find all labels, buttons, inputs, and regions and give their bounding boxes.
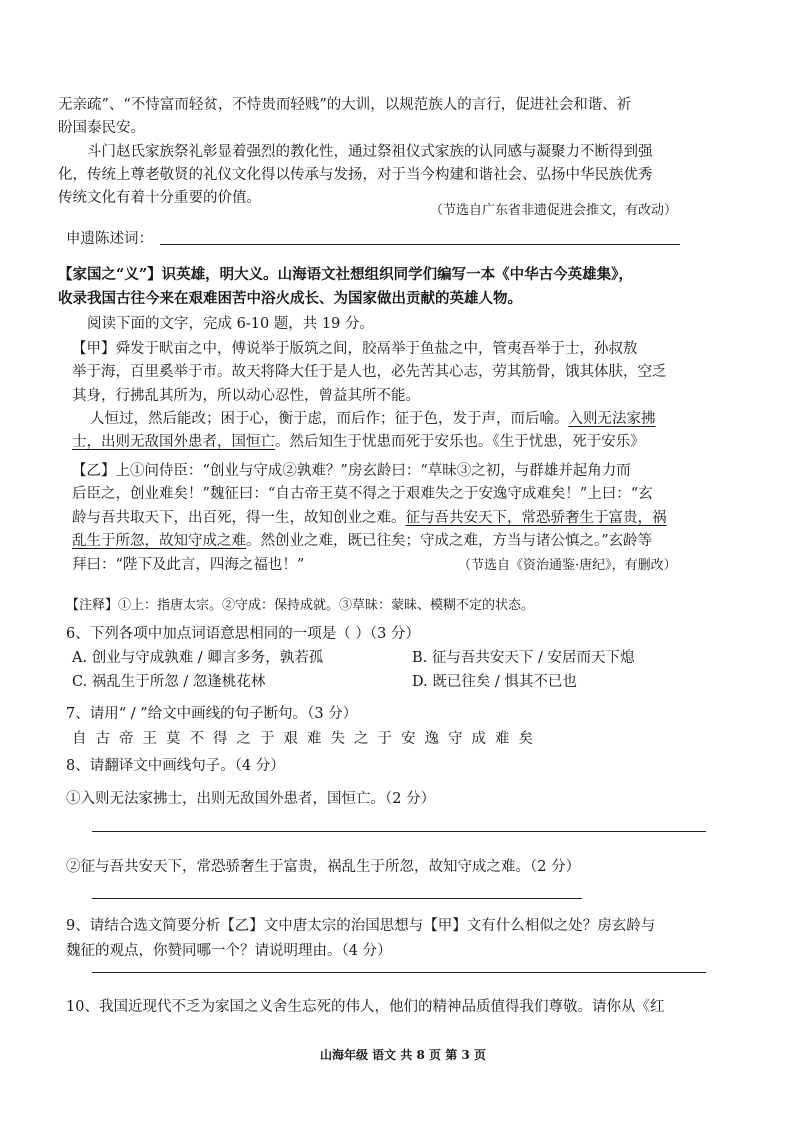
jia-line-3: 其身，行拂乱其所为，所以动心忍性，曾益其所不能。 — [72, 388, 420, 404]
intro-line-2: 盼国泰民安。 — [58, 120, 145, 136]
q8-answer-line-1[interactable] — [92, 831, 706, 832]
jia-line-1: 【甲】舜发于畎亩之中，傅说举于版筑之间，胶鬲举于鱼盐之中，管夷吾举于士，孙叔敖 — [72, 341, 638, 357]
q8-sentence-1: ①入则无法家拂士，出则无敌国外患者，国恒亡。（2 分） — [66, 791, 436, 807]
jia-line-5 — [72, 432, 645, 452]
jia-line-4-text: 人恒过，然后能改；困于心，衡于虑，而后作；征于色，发于声，而后喻。 — [90, 411, 569, 427]
reading-instruction: 阅读下面的文字，完成 6-10 题，共 19 分。 — [87, 316, 374, 332]
q6-option-a[interactable]: A. 创业与守成孰难 / 卿言多务，孰若孤 — [72, 650, 324, 666]
jia-line-4 — [90, 409, 656, 429]
section-title-line-2: 收录我国古往今来在艰难困苦中浴火成长、为国家做出贡献的英雄人物。 — [58, 290, 522, 307]
intro-line-1: 无亲疏”、“不恃富而轻贫，不恃贵而轻贱”的大训，以规范族人的言行，促进社会和谐、祈 — [58, 97, 632, 113]
yi-line-3-text: 龄与吾共取天下，出百死，得一生，故知创业之难。 — [72, 510, 406, 526]
q8-sentence-2: ②征与吾共安天下，常恐骄奢生于富贵，祸乱生于所忽，故知守成之难。（2 分） — [66, 859, 581, 875]
yi-line-5: 拜曰：“陛下及此言，四海之福也！” — [72, 557, 305, 573]
q9-line-1: 9、请结合选文简要分析【乙】文中唐太宗的治国思想与【甲】文有什么相似之处？房玄龄与 — [66, 918, 656, 934]
page-footer: 山海年级 语文 共 8 页 第 3 页 — [320, 1048, 486, 1062]
yi-underlined-sentence-part-2: 乱生于所忽，故知守成之难 — [72, 533, 246, 549]
yi-line-2: 后臣之，创业难矣！”魏征曰：“自古帝王莫不得之于艰难失之于安逸守成难矣！”上曰：“玄 — [72, 486, 653, 502]
jia-line-5-text: 。然后知生于忧患而死于安乐也。《生于忧患，死于安乐》 — [275, 434, 645, 450]
q6-option-c[interactable]: C. 祸乱生于所忽 / 忽逢桃花林 — [72, 674, 266, 690]
q7-stem: 7、请用“ / ”给文中画线的句子断句。（3 分） — [66, 706, 358, 722]
yi-line-4-text: 。然创业之难，既已往矣；守成之难，方当与诸公慎之。”玄龄等 — [246, 533, 653, 549]
q8-answer-line-2[interactable] — [92, 898, 582, 899]
q7-sentence[interactable]: 自古帝王莫不得之于艰难失之于安逸守成难矣 — [72, 731, 542, 747]
yi-source: （节选自《资治通鉴·唐纪》，有删改） — [458, 558, 677, 573]
intro-line-3: 斗门赵氏家族祭礼彰显着强烈的教化性，通过祭祖仪式家族的认同感与凝聚力不断得到强 — [87, 144, 653, 160]
q9-line-2: 魏征的观点，你赞同哪一个？请说明理由。（4 分） — [66, 943, 392, 959]
statement-label: 申遗陈述词： — [66, 231, 153, 247]
yi-line-1: 【乙】上①问侍臣：“创业与守成②孰难？”房玄龄曰：“草昧③之初，与群雄并起角力而 — [72, 463, 631, 479]
intro-line-4: 化，传统上尊老敬贤的礼仪文化得以传承与发扬，对于当今构建和谐社会、弘扬中华民族优秀 — [58, 167, 653, 183]
q8-stem: 8、请翻译文中画线句子。（4 分） — [66, 758, 285, 774]
q6-stem: 6、下列各项中加点词语意思相同的一项是（ ）（3 分） — [66, 626, 420, 642]
yi-underlined-sentence-part-1: 征与吾共安天下，常恐骄奢生于富贵，祸 — [405, 510, 667, 526]
yi-line-4 — [72, 531, 652, 551]
q6-option-d[interactable]: D. 既已往矣 / 惧其不已也 — [412, 674, 577, 690]
yi-line-3 — [72, 508, 667, 528]
section-title-line-1: 【家国之“义”】识英雄，明大义。山海语文社想组织同学们编写一本《中华古今英雄集》， — [58, 266, 633, 283]
annotation-notes: 【注释】①上：指唐太宗。②守成：保持成就。③草昧：蒙昧、模糊不定的状态。 — [66, 598, 535, 613]
jia-underlined-sentence-part-2: 士，出则无敌国外患者，国恒亡 — [72, 434, 275, 450]
intro-source: （节选自广东省非遗促进会推文，有改动） — [430, 203, 678, 218]
statement-answer-line[interactable] — [160, 244, 680, 245]
jia-line-2: 举于海，百里奚举于市。故天将降大任于是人也，必先苦其心志，劳其筋骨，饿其体肤，空乏 — [72, 364, 667, 380]
intro-line-5: 传统文化有着十分重要的价值。 — [58, 190, 261, 206]
jia-underlined-sentence-part-1: 入则无法家拂 — [568, 411, 656, 427]
q9-answer-line[interactable] — [92, 972, 706, 973]
q10-line-1: 10、我国近现代不乏为家国之义舍生忘死的伟人，他们的精神品质值得我们尊敬。请你从《红 — [66, 999, 665, 1015]
q6-option-b[interactable]: B. 征与吾共安天下 / 安居而天下熄 — [412, 650, 635, 666]
